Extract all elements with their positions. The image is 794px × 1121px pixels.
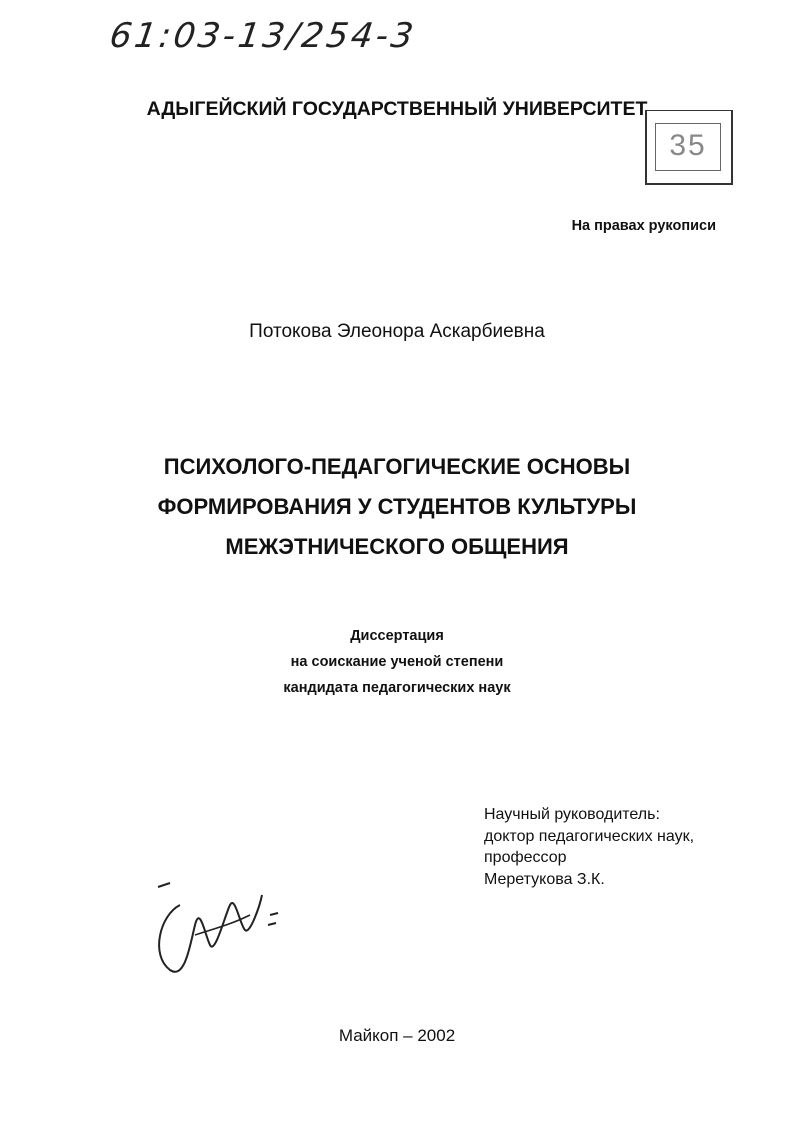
university-name: АДЫГЕЙСКИЙ ГОСУДАРСТВЕННЫЙ УНИВЕРСИТЕТ	[146, 98, 648, 120]
title-line: МЕЖЭТНИЧЕСКОГО ОБЩЕНИЯ	[225, 534, 569, 559]
degree-statement	[0, 623, 794, 701]
advisor-line: доктор педагогических наук,	[484, 827, 695, 845]
degree-line: на соискание ученой степени	[290, 654, 504, 670]
archive-number: 61:03-13/254-3	[107, 16, 419, 56]
dissertation-title	[0, 447, 794, 567]
author-name: Потокова Элеонора Аскарбиевна	[249, 321, 545, 342]
title-line: ПСИХОЛОГО-ПЕДАГОГИЧЕСКИЕ ОСНОВЫ	[163, 454, 631, 479]
scientific-advisor	[484, 804, 694, 890]
advisor-line: профессор	[484, 849, 567, 866]
advisor-line: Меретукова З.К.	[484, 870, 605, 888]
degree-line: Диссертация	[350, 628, 444, 644]
library-stamp	[645, 110, 733, 185]
rights-note: На правах рукописи	[571, 218, 716, 234]
handwritten-signature	[150, 875, 300, 985]
advisor-line: Научный руководитель:	[484, 806, 660, 823]
title-line: ФОРМИРОВАНИЯ У СТУДЕНТОВ КУЛЬТУРЫ	[157, 494, 637, 519]
stamp-number: 35	[655, 123, 721, 171]
city-year: Майкоп – 2002	[338, 1026, 456, 1045]
degree-line: кандидата педагогических наук	[283, 680, 511, 696]
